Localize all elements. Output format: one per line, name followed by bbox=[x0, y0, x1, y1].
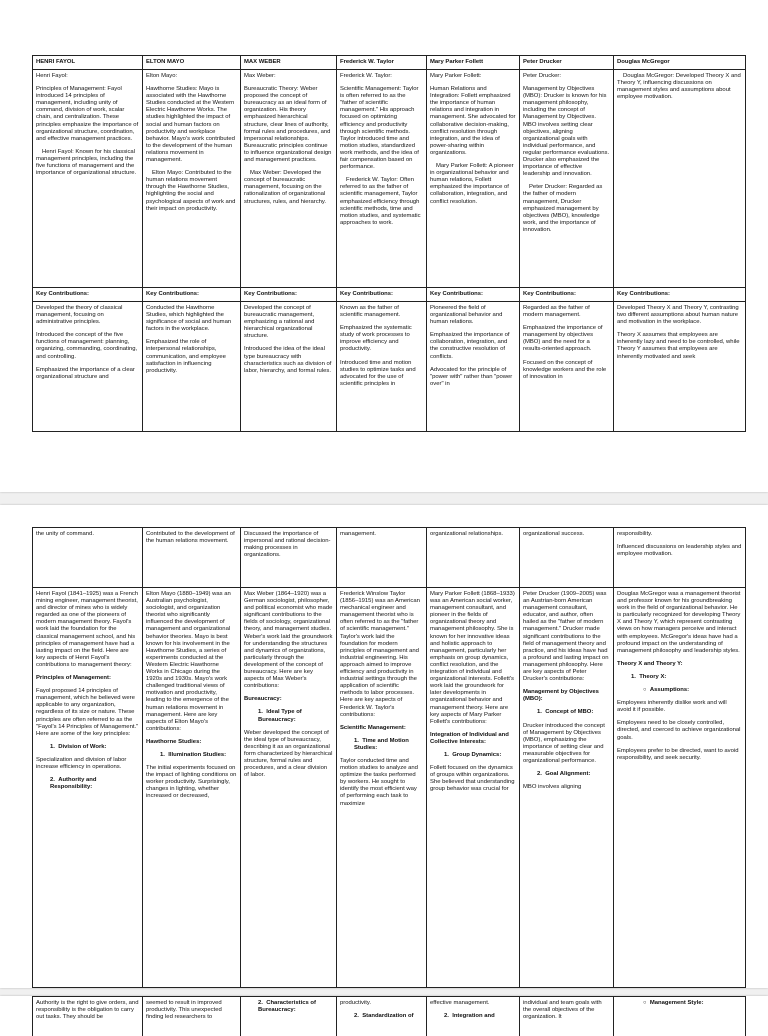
cell-paragraph: Frederick Winslow Taylor (1856–1915) was an American mechanical engineer and management theorist who is often referred to as the "father of scientific management." Taylor's work laid the foundation for modern principles of management and industrial engineering. His approach aimed to improve efficiency and productivity in industrial settings through the application of scientific methods to labor processes. Here are key aspects of Frederick W. Taylor's contributions: bbox=[340, 591, 423, 719]
continuation-cell-mcgregor bbox=[614, 997, 746, 1036]
cell-paragraph: Henri Fayol: Known for his classical management principles, including the five functions of management and the importance of organizational structure. bbox=[36, 149, 139, 177]
section-heading: Bureaucracy: bbox=[244, 696, 333, 703]
cell-paragraph: Influenced discussions on leadership styles and employee motivation. bbox=[617, 544, 742, 558]
cell-paragraph: Management by Objectives (MBO): Drucker is known for his management philosophy, including the concept of Management by Objectives. MBO involves setting clear objectives, aligning organizational goals with individual performance, and regular performance evaluations. Drucker also emphasized the importance of effective leadership and innovation. bbox=[523, 86, 610, 178]
cell-paragraph: Contributed to the development of the human relations movement. bbox=[146, 531, 237, 545]
list-item: 1. Ideal Type of Bureaucracy: bbox=[244, 709, 333, 723]
contributions-cell-mcgregor bbox=[614, 302, 746, 432]
cell-paragraph: Scientific Management: Taylor is often referred to as the "father of scientific management." His approach focused on optimizing efficiency and productivity through scientific methods. Taylor introduced time and motion studies, standardized work methods, and the idea of fair compensation based on performance. bbox=[340, 86, 423, 171]
cell-paragraph: Peter Drucker: bbox=[523, 73, 610, 80]
section-heading: Scientific Management: bbox=[340, 725, 423, 732]
cell-paragraph: Advocated for the principle of "power with" rather than "power over" in bbox=[430, 367, 516, 388]
sub-list-item bbox=[617, 687, 742, 694]
list-item-label: Time and Motion Studies: bbox=[354, 738, 409, 751]
contributions-row bbox=[33, 302, 746, 432]
contributions-cell-drucker bbox=[520, 302, 614, 432]
continuation-cell-weber bbox=[241, 528, 337, 588]
continuation-cell-follett bbox=[427, 997, 520, 1036]
cell-paragraph: Employees need to be closely controlled, directed, and coerced to achieve organizational goals. bbox=[617, 720, 742, 741]
cell-paragraph: Douglas McGregor: Developed Theory X and Theory Y, influencing discussions on management styles and assumptions about employee motivation. bbox=[617, 73, 742, 101]
list-item: 1. Time and Motion Studies: bbox=[340, 738, 423, 752]
cell-paragraph: Emphasized the systematic study of work processes to improve efficiency and productivity. bbox=[340, 325, 423, 353]
biography-cell-mayo bbox=[143, 588, 241, 988]
cell-paragraph: Specialization and division of labor increase efficiency in operations. bbox=[36, 757, 139, 771]
cell-paragraph: Elton Mayo: Contributed to the human relations movement through the Hawthorne Studies, highlighting the social and psychological aspects of work and their impact on productivity. bbox=[146, 170, 237, 213]
continuation-cell-mayo bbox=[143, 528, 241, 588]
cell-paragraph: effective management. bbox=[430, 1000, 516, 1007]
continuation-cell-taylor bbox=[337, 528, 427, 588]
cell-paragraph: individual and team goals with the overall objectives of the organization. It bbox=[523, 1000, 610, 1021]
cell-paragraph: Bureaucratic Theory: Weber proposed the concept of bureaucracy as an ideal form of organization. His theory emphasized hierarchical structure, clear lines of authority, formal rules and procedures, and impersonal relationships. Bureaucratic principles continue to influence organizational design and management practices. bbox=[244, 86, 333, 164]
biography-cell-follett bbox=[427, 588, 520, 988]
cell-paragraph: Developed Theory X and Theory Y, contrasting two different assumptions about human nature and motivation in the workplace. bbox=[617, 305, 742, 326]
header-row bbox=[33, 56, 746, 70]
cell-paragraph: Peter Drucker: Regarded as the father of modern management, Drucker emphasized management by objectives (MBO), knowledge work, and the importance of innovation. bbox=[523, 184, 610, 234]
list-item-label: Ideal Type of Bureaucracy: bbox=[258, 709, 302, 722]
cell-paragraph: Discussed the importance of impersonal and rational decision-making processes in organizations. bbox=[244, 531, 333, 559]
list-item-label: Characteristics of Bureaucracy: bbox=[258, 1000, 316, 1013]
cell-paragraph: Developed the concept of bureaucratic management, emphasizing a rational and hierarchical organizational structure. bbox=[244, 305, 333, 340]
cell-paragraph: Weber developed the concept of the ideal type of bureaucracy, describing it as an organizational form characterized by hierarchical structure, formal rules and procedures, and a clear division of labor. bbox=[244, 730, 333, 780]
cell-paragraph: Mary Parker Follett: bbox=[430, 73, 516, 80]
continuation-cell-weber bbox=[241, 997, 337, 1036]
cell-paragraph: Introduced time and motion studies to optimize tasks and advocated for the use of scientific principles in bbox=[340, 360, 423, 388]
contributions-cell-fayol bbox=[33, 302, 143, 432]
cell-paragraph: Known as the father of scientific management. bbox=[340, 305, 423, 319]
biography-cell-fayol bbox=[33, 588, 143, 988]
key-contributions-label: Key Contributions: bbox=[33, 288, 143, 302]
cell-paragraph: management. bbox=[340, 531, 423, 538]
cell-paragraph: Emphasized the role of interpersonal relationships, communication, and employee satisfaction in influencing productivity. bbox=[146, 339, 237, 374]
header-cell-weber: MAX WEBER bbox=[241, 56, 337, 70]
header-cell-mcgregor: Douglas McGregor bbox=[614, 56, 746, 70]
cell-paragraph: Regarded as the father of modern management. bbox=[523, 305, 610, 319]
contributions-cell-weber bbox=[241, 302, 337, 432]
cell-paragraph: Conducted the Hawthorne Studies, which highlighted the significance of social and human factors in the workplace. bbox=[146, 305, 237, 333]
biography-cell-taylor bbox=[337, 588, 427, 988]
document-page-3 bbox=[0, 996, 768, 1036]
cell-paragraph: Introduced the concept of the five functions of management: planning, organizing, commanding, coordinating, and controlling. bbox=[36, 332, 139, 360]
contributions-cell-follett bbox=[427, 302, 520, 432]
cell-paragraph: Mary Parker Follett (1868–1933) was an American social worker, management consultant, and pioneer in the fields of organizational theory and management philosophy. She is known for her innovative ideas and holistic approach to management, particularly her emphasis on group dynamics, conflict resolution, and the integration of individual and organizational interests. Follett's work laid the groundwork for later developments in organizational behavior and management theory. Here are key aspects of Mary Parker Follett's contributions: bbox=[430, 591, 516, 726]
cell-paragraph: organizational success. bbox=[523, 531, 610, 538]
cell-paragraph: Introduced the idea of the ideal type bureaucracy with characteristics such as division of labor, hierarchy, and formal rules. bbox=[244, 346, 333, 374]
cell-paragraph: the unity of command. bbox=[36, 531, 139, 538]
document-page-2 bbox=[0, 505, 768, 988]
key-contributions-label: Key Contributions: bbox=[337, 288, 427, 302]
list-item: 1. Group Dynamics: bbox=[430, 752, 516, 759]
summary-cell-mayo bbox=[143, 70, 241, 288]
cell-paragraph: Elton Mayo (1880–1949) was an Australian psychologist, sociologist, and organization theorist who significantly influenced the development of management and organizational behavior theories. Mayo is best known for his involvement in the Hawthorne Studies, a series of experiments conducted at the Western Electric Hawthorne Works in Chicago during the 1920s and 1930s. Mayo's work challenged traditional views of motivation and productivity, leading to the emergence of the human relations movement in management. Here are key aspects of Elton Mayo's contributions: bbox=[146, 591, 237, 733]
cell-paragraph: Developed the theory of classical management, focusing on administrative principles. bbox=[36, 305, 139, 326]
key-contributions-label: Key Contributions: bbox=[427, 288, 520, 302]
summary-cell-drucker bbox=[520, 70, 614, 288]
list-item-label: Illumination Studies: bbox=[168, 752, 226, 758]
header-cell-drucker: Peter Drucker bbox=[520, 56, 614, 70]
cell-paragraph: Focused on the concept of knowledge workers and the role of innovation in bbox=[523, 360, 610, 381]
bullet-circle-icon: ○ bbox=[643, 1000, 647, 1006]
biography-cell-drucker bbox=[520, 588, 614, 988]
cell-paragraph: seemed to result in improved productivity. This unexpected finding led researchers to bbox=[146, 1000, 237, 1021]
continuation-cell-follett bbox=[427, 528, 520, 588]
section-heading: Principles of Management: bbox=[36, 675, 139, 682]
cell-paragraph: Taylor conducted time and motion studies to analyze and optimize the tasks performed by workers. He sought to identify the most efficient way of performing each task to maximize bbox=[340, 758, 423, 808]
continuation-cell-mayo bbox=[143, 997, 241, 1036]
sub-list-item-label: Assumptions: bbox=[650, 687, 689, 693]
cell-paragraph: Follett focused on the dynamics of groups within organizations. She believed that understanding group behavior was crucial for bbox=[430, 765, 516, 793]
list-item: 1. Concept of MBO: bbox=[523, 709, 610, 716]
section-heading: Management by Objectives (MBO): bbox=[523, 689, 610, 703]
cell-paragraph: Max Weber: bbox=[244, 73, 333, 80]
theorists-table-page-1 bbox=[32, 55, 746, 432]
summary-cell-weber bbox=[241, 70, 337, 288]
key-contributions-label: Key Contributions: bbox=[241, 288, 337, 302]
cell-paragraph: productivity. bbox=[340, 1000, 423, 1007]
contributions-cell-mayo bbox=[143, 302, 241, 432]
list-item: 1. Division of Work: bbox=[36, 744, 139, 751]
key-contributions-row bbox=[33, 288, 746, 302]
continuation-row bbox=[33, 997, 746, 1036]
summary-cell-follett bbox=[427, 70, 520, 288]
cell-paragraph: Emphasized the importance of collaboration, integration, and the constructive resolution of conflicts. bbox=[430, 332, 516, 360]
list-item-label: Division of Work: bbox=[58, 744, 106, 750]
cell-paragraph: Drucker introduced the concept of Management by Objectives (MBO), emphasizing the importance of setting clear and measurable objectives for organizational performance. bbox=[523, 723, 610, 766]
cell-paragraph: The initial experiments focused on the impact of lighting conditions on worker productivity. Surprisingly, changes in lighting, whether increased or decreased, bbox=[146, 765, 237, 800]
sub-list-item bbox=[617, 1000, 742, 1007]
cell-paragraph: Frederick W. Taylor: bbox=[340, 73, 423, 80]
list-item-label: Integration and bbox=[452, 1013, 495, 1019]
cell-paragraph: Max Weber: Developed the concept of bureaucratic management, focusing on the rationalization of organizational structures, rules, and hierarchy. bbox=[244, 170, 333, 205]
header-cell-taylor: Frederick W. Taylor bbox=[337, 56, 427, 70]
cell-paragraph: Theory X assumes that employees are inherently lazy and need to be controlled, while Theory Y assumes that employees are inherently motivated and seek bbox=[617, 332, 742, 360]
cell-paragraph: Employees prefer to be directed, want to avoid responsibility, and seek security. bbox=[617, 748, 742, 762]
cell-paragraph: Max Weber (1864–1920) was a German sociologist, philosopher, and political economist who made significant contributions to the fields of sociology, organizational theory, and management studies. Weber's work laid the groundwork for understanding the structures and dynamics of organizations, particularly through the development of the concept of bureaucracy. Here are key aspects of Max Weber's contributions: bbox=[244, 591, 333, 690]
summary-row bbox=[33, 70, 746, 288]
cell-paragraph: Hawthorne Studies: Mayo is associated with the Hawthorne Studies conducted at the Western Electric Hawthorne Works. The studies highlighted the impact of social and human factors on productivity and workplace behavior. Mayo's work contributed to the development of the human relations movement in management. bbox=[146, 86, 237, 164]
continuation-row bbox=[33, 528, 746, 588]
list-item-label: Group Dynamics: bbox=[452, 752, 501, 758]
cell-paragraph: Henri Fayol (1841–1925) was a French mining engineer, management theorist, and director of mines who is widely regarded as one of the pioneers of modern management theory. Fayol's work laid the foundation for the classical management school, and his principles of management have had a lasting impact on the field. Here are key aspects of Henri Fayol's contributions to management theory: bbox=[36, 591, 139, 669]
list-item-label: Goal Alignment: bbox=[545, 771, 590, 777]
list-item-label: Theory X: bbox=[639, 674, 666, 680]
cell-paragraph: Authority is the right to give orders, and responsibility is the obligation to carry out tasks. They should be bbox=[36, 1000, 139, 1021]
key-contributions-label: Key Contributions: bbox=[143, 288, 241, 302]
key-contributions-label: Key Contributions: bbox=[520, 288, 614, 302]
list-item: 2. Integration and bbox=[430, 1013, 516, 1020]
cell-paragraph: Mary Parker Follett: A pioneer in organizational behavior and human relations, Follett emphasized the importance of collaboration, integration, and conflict resolution. bbox=[430, 163, 516, 206]
cell-paragraph: Fayol proposed 14 principles of management, which he believed were applicable to any organization, regardless of its size or nature. These principles are often referred to as the "Fayol's 14 Principles of Management." Here are some of the key principles: bbox=[36, 688, 139, 738]
summary-cell-fayol bbox=[33, 70, 143, 288]
list-item: 2. Goal Alignment: bbox=[523, 771, 610, 778]
list-item-label: Concept of MBO: bbox=[545, 709, 593, 715]
header-cell-mayo: ELTON MAYO bbox=[143, 56, 241, 70]
cell-paragraph: Human Relations and Integration: Follett emphasized the importance of human relations and integration in management. She advocated for collaborative decision-making, conflict resolution through integration, and the idea of power-sharing within organizations. bbox=[430, 86, 516, 157]
theorists-table-page-3 bbox=[32, 996, 746, 1036]
section-heading: Hawthorne Studies: bbox=[146, 739, 237, 746]
continuation-cell-fayol bbox=[33, 997, 143, 1036]
theorists-table-page-2 bbox=[32, 527, 746, 988]
continuation-cell-taylor bbox=[337, 997, 427, 1036]
summary-cell-mcgregor bbox=[614, 70, 746, 288]
section-heading: Theory X and Theory Y: bbox=[617, 661, 742, 668]
bullet-circle-icon: ○ bbox=[643, 687, 647, 693]
continuation-cell-drucker bbox=[520, 528, 614, 588]
cell-paragraph: Emphasized the importance of management by objectives (MBO) and the need for a results-oriented approach. bbox=[523, 325, 610, 353]
continuation-cell-drucker bbox=[520, 997, 614, 1036]
cell-paragraph: Peter Drucker (1909–2005) was an Austrian-born American management consultant, educator, and author, often hailed as the "father of modern management." Drucker made significant contributions to the field of management theory and practice, and his ideas have had a profound and lasting impact on management philosophy. Here are key aspects of Peter Drucker's contributions: bbox=[523, 591, 610, 683]
header-cell-follett: Mary Parker Follett bbox=[427, 56, 520, 70]
cell-paragraph: Pioneered the field of organizational behavior and human relations. bbox=[430, 305, 516, 326]
cell-paragraph: organizational relationships. bbox=[430, 531, 516, 538]
header-cell-fayol: HENRI FAYOL bbox=[33, 56, 143, 70]
list-item: 1. Theory X: bbox=[617, 674, 742, 681]
biography-cell-mcgregor bbox=[614, 588, 746, 988]
cell-paragraph: Elton Mayo: bbox=[146, 73, 237, 80]
list-item-label: Standardization of bbox=[362, 1013, 413, 1019]
list-item: 1. Illumination Studies: bbox=[146, 752, 237, 759]
cell-paragraph: Principles of Management: Fayol introduced 14 principles of management, including unity of command, division of work, scalar chain, and centralization. These principles emphasize the importance of organizational structure, coordination, and effective management practices. bbox=[36, 86, 139, 143]
document-page-1 bbox=[0, 0, 768, 492]
cell-paragraph: MBO involves aligning bbox=[523, 784, 610, 791]
continuation-cell-fayol bbox=[33, 528, 143, 588]
cell-paragraph: responsibility. bbox=[617, 531, 742, 538]
biography-row bbox=[33, 588, 746, 988]
list-item: 2. Authority and Responsibility: bbox=[36, 777, 139, 791]
list-item-label: Authority and Responsibility: bbox=[50, 777, 96, 790]
contributions-cell-taylor bbox=[337, 302, 427, 432]
section-heading: Integration of Individual and Collective Interests: bbox=[430, 732, 516, 746]
biography-cell-weber bbox=[241, 588, 337, 988]
cell-paragraph: Douglas McGregor was a management theorist and professor known for his groundbreaking work in the field of organizational behavior. He is particularly recognized for developing Theory X and Theory Y, which represent contrasting views on how managers perceive and interact with employees. McGregor's ideas have had a profound impact on the understanding of management philosophy and leadership styles. bbox=[617, 591, 742, 655]
list-item: 2. Standardization of bbox=[340, 1013, 423, 1020]
sub-list-item-label: Management Style: bbox=[650, 1000, 704, 1006]
key-contributions-label: Key Contributions: bbox=[614, 288, 746, 302]
cell-paragraph: Emphasized the importance of a clear organizational structure and bbox=[36, 367, 139, 381]
cell-paragraph: Frederick W. Taylor: Often referred to as the father of scientific management, Taylor emphasized efficiency through scientific methods, time and motion studies, and systematic approaches to work. bbox=[340, 177, 423, 227]
continuation-cell-mcgregor bbox=[614, 528, 746, 588]
cell-paragraph: Employees inherently dislike work and will avoid it if possible. bbox=[617, 700, 742, 714]
summary-cell-taylor bbox=[337, 70, 427, 288]
list-item: 2. Characteristics of Bureaucracy: bbox=[244, 1000, 333, 1014]
cell-paragraph: Henri Fayol: bbox=[36, 73, 139, 80]
